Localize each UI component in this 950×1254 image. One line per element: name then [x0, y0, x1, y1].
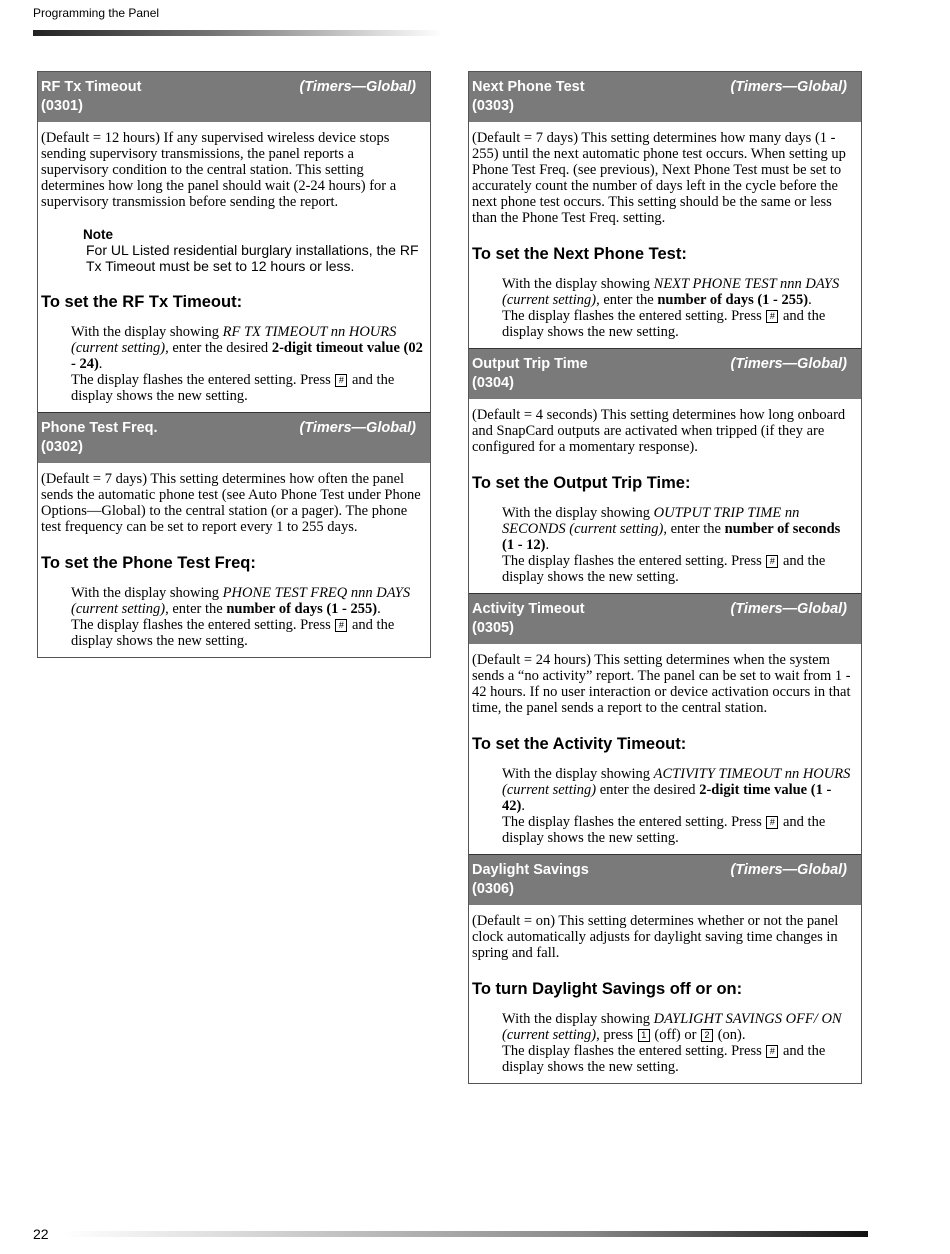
step-confirm: The display flashes the entered setting. Press # and the display shows the new setting.	[502, 1043, 826, 1075]
steps	[502, 276, 855, 340]
step-instruction: With the display showing OUTPUT TRIP TIME nn SECONDS (current setting), enter the number of seconds (1 - 12).	[502, 505, 841, 553]
section-phone-test-freq	[38, 412, 430, 657]
section-scope: (Timers—Global)	[730, 79, 847, 95]
step-instruction: With the display showing ACTIVITY TIMEOUT nn HOURS (current setting) enter the desired 2-digit time value (1 - 42).	[502, 766, 851, 814]
section-rf-tx-timeout	[38, 72, 430, 412]
footer-rule	[62, 1231, 868, 1237]
display-text: DAYLIGHT SAVINGS OFF/ ON (current setting)	[502, 1011, 842, 1043]
step-confirm: The display flashes the entered setting. Press # and the display shows the new setting.	[502, 814, 826, 846]
how-to-heading: To set the Activity Timeout:	[472, 735, 687, 753]
section-body	[469, 644, 861, 854]
display-text: ACTIVITY TIMEOUT nn HOURS (current setting)	[502, 766, 851, 798]
steps	[502, 505, 855, 585]
display-text: NEXT PHONE TEST nnn DAYS (current setting)	[502, 276, 840, 308]
display-text: RF TX TIMEOUT nn HOURS (current setting)	[71, 324, 397, 356]
section-header	[469, 854, 861, 905]
note-text: For UL Listed residential burglary installations, the RF Tx Timeout must be set to 12 hours or less.	[86, 242, 419, 274]
running-head: Programming the Panel	[33, 6, 160, 20]
section-code: (0302)	[41, 439, 83, 455]
key-2-icon: 2	[701, 1029, 713, 1042]
step-instruction: With the display showing RF TX TIMEOUT nn HOURS (current setting), enter the desired 2-digit timeout value (02 - 24).	[71, 324, 423, 372]
section-header	[469, 593, 861, 644]
note-box	[83, 228, 424, 274]
how-to-heading: To set the Output Trip Time:	[472, 474, 691, 492]
step-instruction: With the display showing NEXT PHONE TEST nnn DAYS (current setting), enter the number of days (1 - 255).	[502, 276, 840, 308]
key-1-icon: 1	[638, 1029, 650, 1042]
section-header	[469, 348, 861, 399]
how-to-heading: To turn Daylight Savings off or on:	[472, 980, 743, 998]
section-body	[469, 399, 861, 593]
left-column	[37, 71, 431, 658]
page-number: 22	[33, 1226, 49, 1242]
section-title: Daylight Savings	[472, 862, 589, 878]
section-scope: (Timers—Global)	[730, 356, 847, 372]
section-description: (Default = 7 days) This setting determines how often the panel sends the automatic phone test (see Auto Phone Test under Phone Options—Global) to the central station (or a pager). The phone test frequency can be set to report every 1 to 255 days.	[41, 471, 421, 535]
section-body	[469, 122, 861, 348]
section-description: (Default = 24 hours) This setting determines when the system sends a “no activity” report. The panel can be set to wait from 1 - 42 hours. If no user interaction or device activation occurs in that time, the panel sends a report to the central station.	[472, 652, 851, 716]
step-confirm: The display flashes the entered setting. Press # and the display shows the new setting.	[502, 553, 826, 585]
step-instruction: With the display showing DAYLIGHT SAVINGS OFF/ ON (current setting), press 1 (off) or 2 (on).	[502, 1011, 842, 1043]
section-title: Output Trip Time	[472, 356, 588, 372]
hash-key-icon: #	[335, 374, 347, 387]
how-to-heading: To set the Phone Test Freq:	[41, 554, 256, 572]
hash-key-icon: #	[766, 1045, 778, 1058]
hash-key-icon: #	[335, 619, 347, 632]
display-text: OUTPUT TRIP TIME nn SECONDS (current setting)	[502, 505, 800, 537]
section-title: Next Phone Test	[472, 79, 585, 95]
step-confirm: The display flashes the entered setting. Press # and the display shows the new setting.	[71, 617, 395, 649]
section-body	[469, 905, 861, 1083]
section-scope: (Timers—Global)	[730, 862, 847, 878]
how-to-heading: To set the RF Tx Timeout:	[41, 293, 243, 311]
section-scope: (Timers—Global)	[299, 420, 416, 436]
entry-value: number of days (1 - 255)	[657, 292, 809, 308]
section-output-trip-time	[469, 348, 861, 593]
steps	[71, 585, 424, 649]
section-header	[38, 72, 430, 122]
header-rule	[33, 30, 443, 36]
section-description: (Default = on) This setting determines whether or not the panel clock automatically adjusts for daylight saving time changes in spring and fall.	[472, 913, 839, 961]
how-to-heading: To set the Next Phone Test:	[472, 245, 687, 263]
section-title: RF Tx Timeout	[41, 79, 142, 95]
display-text: PHONE TEST FREQ nnn DAYS (current setting)	[71, 585, 411, 617]
section-title: Phone Test Freq.	[41, 420, 158, 436]
hash-key-icon: #	[766, 816, 778, 829]
section-scope: (Timers—Global)	[730, 601, 847, 617]
hash-key-icon: #	[766, 555, 778, 568]
step-instruction: With the display showing PHONE TEST FREQ nnn DAYS (current setting), enter the number of days (1 - 255).	[71, 585, 411, 617]
section-description: (Default = 12 hours) If any supervised wireless device stops sending supervisory transmissions, the panel reports a supervisory condition to the central station. This setting determines how long the panel should wait (2-24 hours) for a supervisory transmission before sending the report.	[41, 130, 397, 210]
section-code: (0305)	[472, 620, 514, 636]
hash-key-icon: #	[766, 310, 778, 323]
section-body	[38, 122, 430, 412]
steps	[71, 324, 424, 404]
steps	[502, 766, 855, 846]
section-scope: (Timers—Global)	[299, 79, 416, 95]
section-description: (Default = 4 seconds) This setting determines how long onboard and SnapCard outputs are activated when tripped (if they are configured for a momentary response).	[472, 407, 846, 455]
section-daylight-savings	[469, 854, 861, 1083]
section-activity-timeout	[469, 593, 861, 854]
steps	[502, 1011, 855, 1075]
note-title: Note	[83, 227, 113, 242]
entry-value: number of days (1 - 255)	[226, 601, 378, 617]
section-header	[469, 72, 861, 122]
section-title: Activity Timeout	[472, 601, 585, 617]
section-code: (0304)	[472, 375, 514, 391]
section-description: (Default = 7 days) This setting determines how many days (1 - 255) until the next automatic phone test occurs. When setting up Phone Test Freq. (see previous), Next Phone Test must be set to accurately count the number of days left in the cycle before the next phone test occurs. This setting should be the same or less than the Phone Test Freq. setting.	[472, 130, 846, 226]
section-code: (0303)	[472, 98, 514, 114]
section-next-phone-test	[469, 72, 861, 348]
entry-value: number of seconds (1 - 12)	[502, 521, 841, 553]
entry-value: 2-digit time value (1 - 42)	[502, 782, 832, 814]
step-confirm: The display flashes the entered setting. Press # and the display shows the new setting.	[71, 372, 395, 404]
right-column	[468, 71, 862, 1084]
step-confirm: The display flashes the entered setting. Press # and the display shows the new setting.	[502, 308, 826, 340]
section-header	[38, 412, 430, 463]
section-body	[38, 463, 430, 657]
section-code: (0301)	[41, 98, 83, 114]
entry-value: 2-digit timeout value (02 - 24)	[71, 340, 423, 372]
section-code: (0306)	[472, 881, 514, 897]
